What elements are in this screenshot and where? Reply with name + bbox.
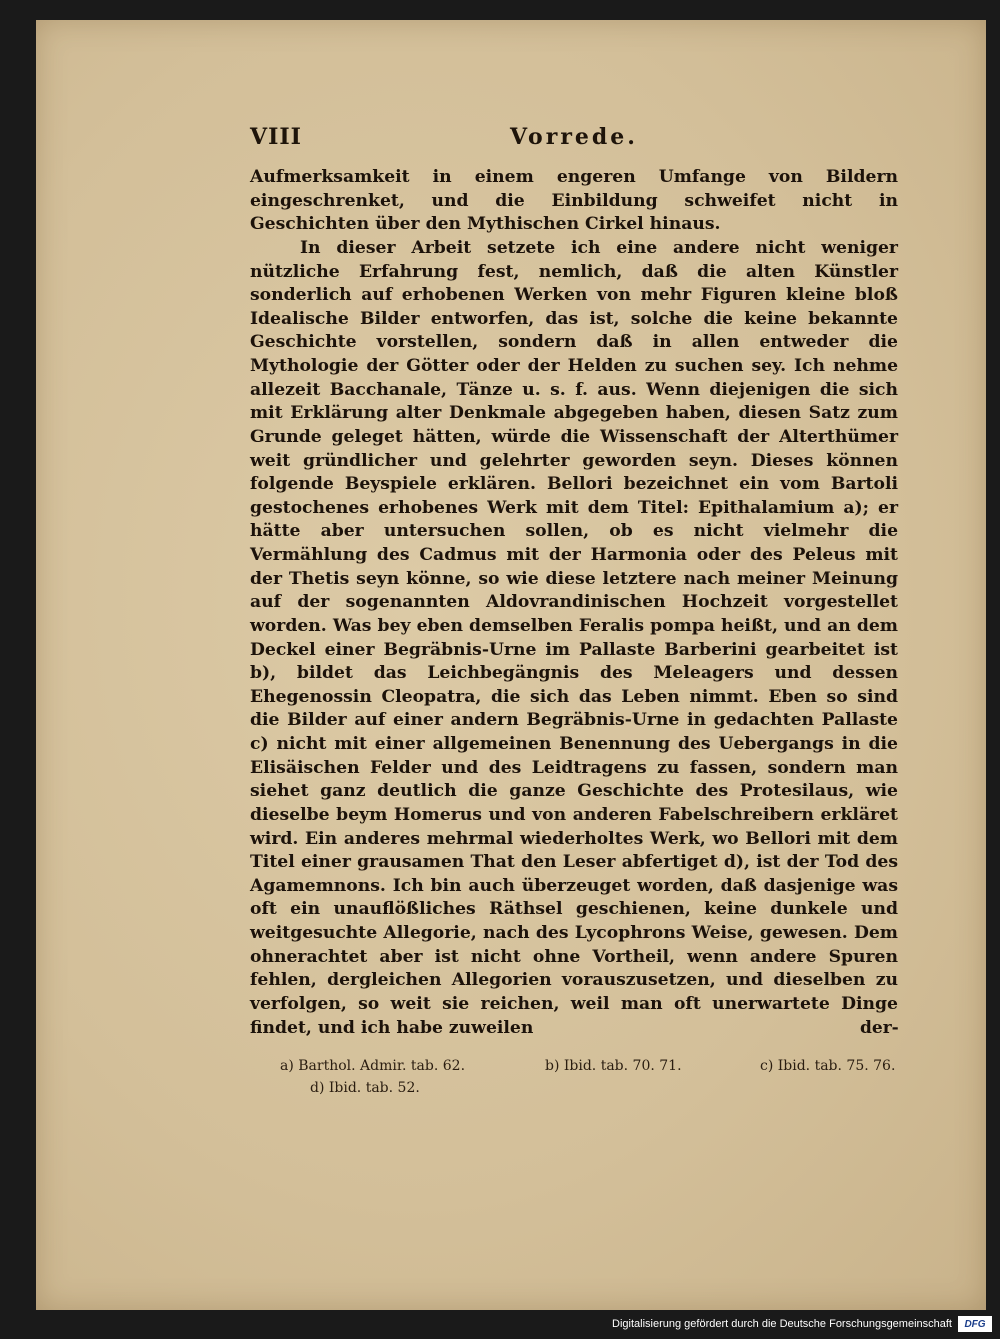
- footnote-b: b) Ibid. tab. 70. 71.: [545, 1058, 682, 1074]
- digitization-credit: [612, 1313, 992, 1335]
- footnote-d: d) Ibid. tab. 52.: [310, 1080, 420, 1096]
- paragraph-1: Aufmerksamkeit in einem engeren Umfange von Bildern eingeschrenket, und die Einbildung schweifet nicht in Geschichten über den Mythischen Cirkel hinaus.: [250, 167, 898, 235]
- credit-text: Digitalisierung gefördert durch die Deutsche Forschungsgemeinschaft: [612, 1318, 952, 1330]
- dfg-logo-icon: DFG: [958, 1316, 992, 1332]
- page-header: [250, 124, 900, 154]
- paragraph-2: In dieser Arbeit setzete ich eine andere nicht weniger nützliche Erfahrung fest, nemlich, daß die alten Künstler sonderlich auf erhobenen Werken von mehr Figuren kleine bloß Idealische Bilder entworfen, das ist, solche die keine bekannte Geschichte vorstellen, sondern daß in allen entweder die Mythologie der Götter oder der Helden zu suchen sey. Ich nehme allezeit Bacchanale, Tänze u. s. f. aus. Wenn diejenigen die sich mit Erklärung alter Denkmale abgegeben haben, diesen Satz zum Grunde geleget hätten, würde die Wissenschaft der Alterthümer weit gründlicher und gelehrter geworden seyn. Dieses können folgende Beyspiele erklären. Bellori bezeichnet ein vom Bartoli gestochenes erhobenes Werk mit dem Titel: Epithalamium a); er hätte aber untersuchen sollen, ob es nicht vielmehr die Vermählung des Cadmus mit der Harmonia oder des Peleus mit der Thetis seyn könne, so wie diese letztere nach meiner Meinung auf der sogenannten Aldovrandinischen Hochzeit vorgestellet worden. Was bey eben demselben Feralis pompa heißt, und an dem Deckel einer Begräbnis-Urne im Pallaste Barberini gearbeitet ist b), bildet das Leichbegängnis des Meleagers und dessen Ehegenossin Cleopatra, die sich das Leben nimmt. Eben so sind die Bilder auf einer andern Begräbnis-Urne in gedachten Pallaste c) nicht mit einer allgemeinen Benennung des Uebergangs in die Elisäischen Felder und des Leidtragens zu fassen, sondern man siehet ganz deutlich die ganze Geschichte des Protesilaus, wie dieselbe beym Homerus und von anderen Fabelschreibern erkläret wird. Ein anderes mehrmal wiederholtes Werk, wo Bellori mit dem Titel einer grausamen That den Leser abfertiget d), ist der Tod des Agamemnons. Ich bin auch überzeuget worden, daß dasjenige was oft ein unauflößliches Räthsel geschienen, keine dunkele und weitgesuchte Allegorie, nach des Lycophrons Weise, gewesen. Dem ohnerachtet aber ist nicht ohne Vortheil, wenn andere Spuren fehlen, dergleichen Allegorien vorauszusetzen, und dieselben zu verfolgen, so weit sie reichen, weil man oft unerwartete Dinge findet, und ich habe zuweilen: [250, 237, 898, 1038]
- footnote-c: c) Ibid. tab. 75. 76.: [760, 1058, 896, 1074]
- catchword: der-: [860, 1018, 899, 1038]
- running-title: Vorrede.: [510, 124, 638, 150]
- footnote-a: a) Barthol. Admir. tab. 62.: [280, 1058, 466, 1074]
- body-text: [250, 166, 898, 1046]
- footnotes: [280, 1058, 900, 1108]
- page-number: VIII: [250, 124, 302, 150]
